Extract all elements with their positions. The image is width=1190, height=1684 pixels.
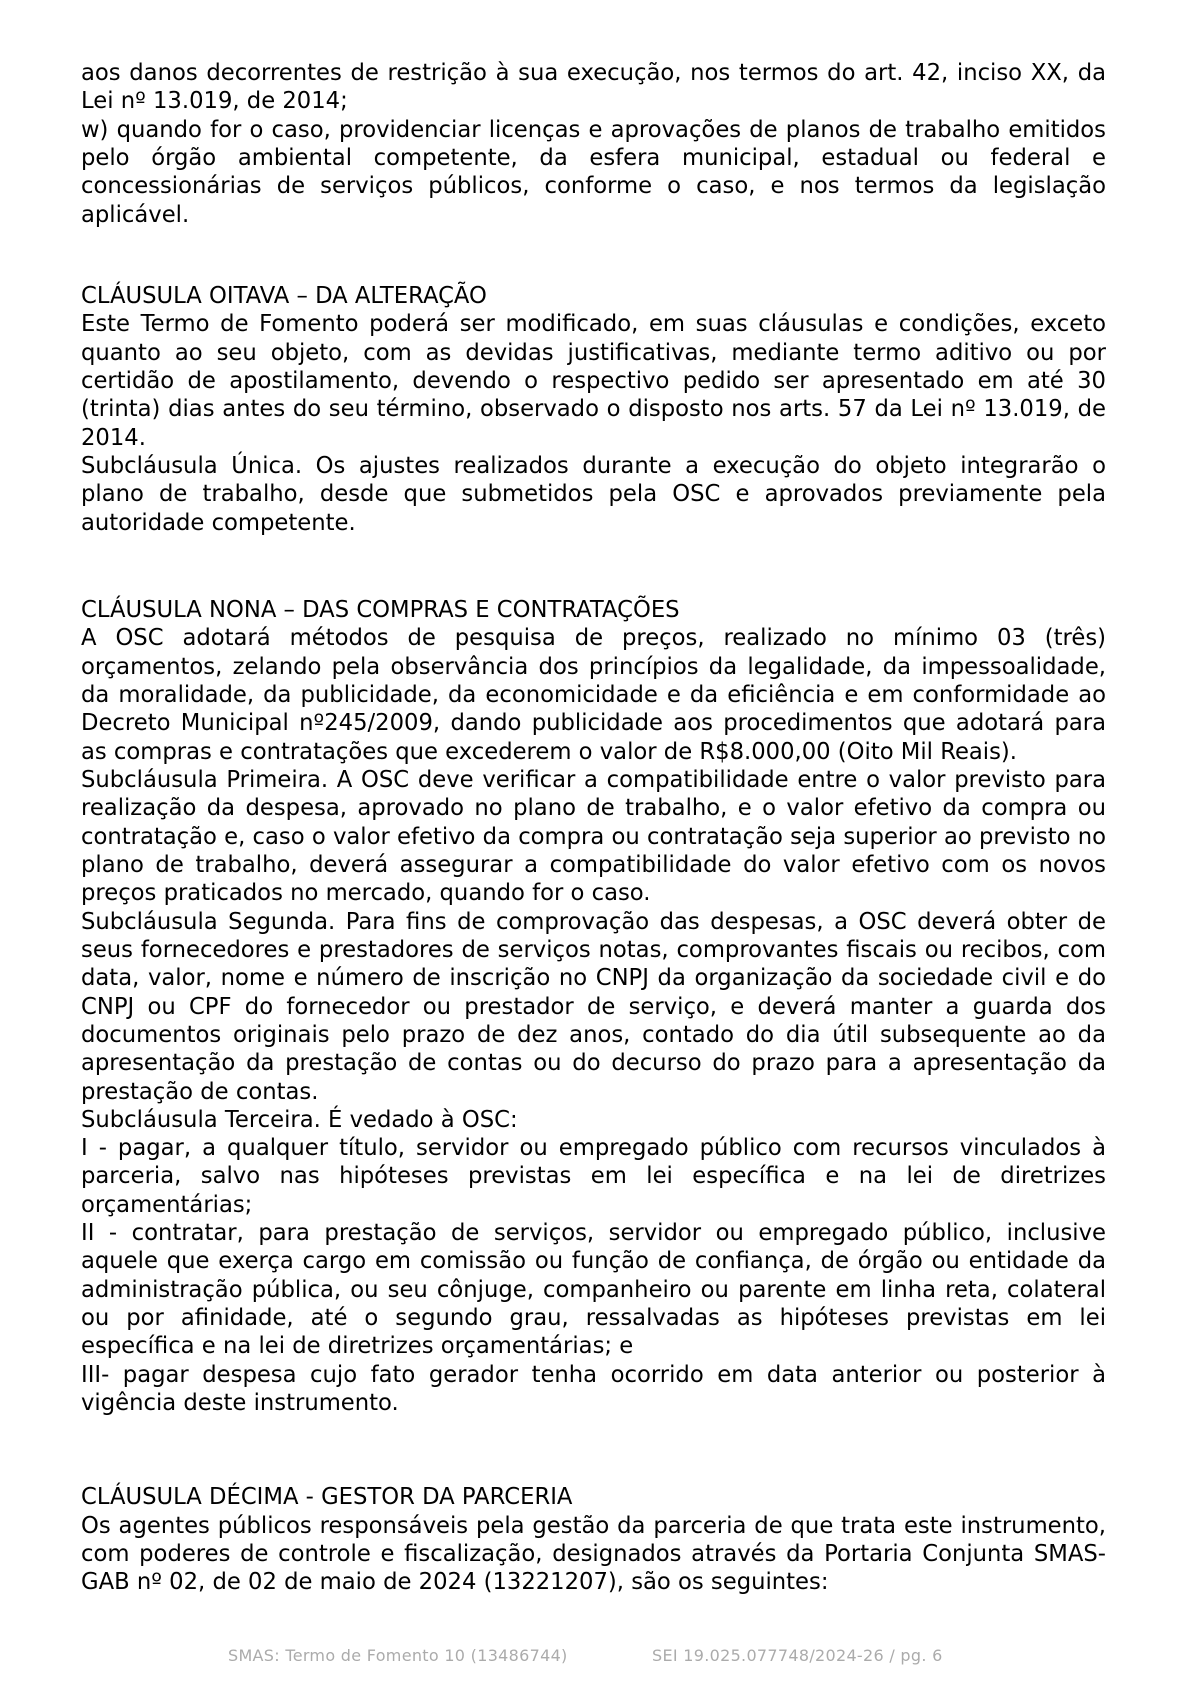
page-footer [0,1646,1190,1670]
clause-nona-subclausula-segunda: Subcláusula Segunda. Para fins de comprovação das despesas, a OSC deverá obter de seus fornecedores e prestadores de serviços notas, comprovantes fiscais ou recibos, com data, valor, nome e número de inscrição no CNPJ da organização da sociedade civil e do CNPJ ou CPF do fornecedor ou prestador de serviço, e deverá manter a guarda dos documentos originais pelo prazo de dez anos, contado do dia útil subsequente ao da apresentação da prestação de contas ou do decurso do prazo para a apresentação da prestação de contas. [81,908,1106,1105]
intro-item-w-paragraph: w) quando for o caso, providenciar licenças e aprovações de planos de trabalho emitidos pelo órgão ambiental competente, da esfera municipal, estadual ou federal e concessionárias de serviços públicos, conforme o caso, e nos termos da legislação aplicável. [81,116,1106,228]
footer-sei-reference: SEI 19.025.077748/2024-26 / pg. 6 [652,1646,943,1665]
clause-nona-item-ii: II - contratar, para prestação de serviços, servidor ou empregado público, inclusive aquele que exerça cargo em comissão ou função de confiança, de órgão ou entidade da administração pública, ou seu cônjuge, companheiro ou parente em linha reta, colateral ou por afinidade, até o segundo grau, ressalvadas as hipóteses previstas em lei específica e na lei de diretrizes orçamentárias; e [81,1220,1106,1360]
clause-nona-item-i: I - pagar, a qualquer título, servidor ou empregado público com recursos vinculados à parceria, salvo nas hipóteses previstas em lei específica e na lei de diretrizes orçamentárias; [81,1135,1106,1218]
document-body [81,59,1106,1597]
intro-continuation-paragraph: aos danos decorrentes de restrição à sua execução, nos termos do art. 42, inciso XX, da Lei nº 13.019, de 2014; [81,60,1106,115]
clause-oitava-paragraph: Este Termo de Fomento poderá ser modificado, em suas cláusulas e condições, exceto quanto ao seu objeto, com as devidas justificativas, mediante termo aditivo ou por certidão de apostilamento, devendo o respectivo pedido ser apresentado em até 30 (trinta) dias antes do seu término, observado o disposto nos arts. 57 da Lei nº 13.019, de 2014. [81,311,1106,451]
footer-document-label: SMAS: Termo de Fomento 10 (13486744) [228,1646,568,1665]
clause-nona-section [81,596,1106,1418]
clause-oitava-subclausula-unica: Subcláusula Única. Os ajustes realizados durante a execução do objeto integrarão o plano de trabalho, desde que submetidos pela OSC e aprovados previamente pela autoridade competente. [81,452,1106,536]
clause-nona-subclausula-primeira: Subcláusula Primeira. A OSC deve verificar a compatibilidade entre o valor previsto para realização da despesa, aprovado no plano de trabalho, e o valor efetivo da compra ou contratação e, caso o valor efetivo da compra ou contratação seja superior ao previsto no plano de trabalho, deverá assegurar a compatibilidade do valor efetivo com os novos preços praticados no mercado, quando for o caso. [81,766,1106,907]
clause-nona-paragraph: A OSC adotará métodos de pesquisa de preços, realizado no mínimo 03 (três) orçamentos, zelando pela observância dos princípios da legalidade, da impessoalidade, da moralidade, da publicidade, da economicidade e da eficiência e em conformidade ao Decreto Municipal nº245/2009, dando publicidade aos procedimentos que adotará para as compras e contratações que excederem o valor de R$8.000,00 (Oito Mil Reais). [81,625,1106,765]
clause-oitava-section [81,282,1106,537]
clause-decima-heading: CLÁUSULA DÉCIMA - GESTOR DA PARCERIA [81,1484,573,1511]
clause-nona-item-iii: III- pagar despesa cujo fato gerador tenha ocorrido em data anterior ou posterior à vigência deste instrumento. [81,1361,1106,1417]
clause-nona-subclausula-terceira: Subcláusula Terceira. É vedado à OSC: [81,1106,518,1133]
clause-nona-heading: CLÁUSULA NONA – DAS COMPRAS E CONTRATAÇÕES [81,596,680,623]
clause-decima-paragraph: Os agentes públicos responsáveis pela gestão da parceria de que trata este instrumento, com poderes de controle e fiscalização, designados através da Portaria Conjunta SMAS-GAB nº 02, de 02 de maio de 2024 (13221207), são os seguintes: [81,1512,1106,1596]
clause-oitava-heading: CLÁUSULA OITAVA – DA ALTERAÇÃO [81,282,487,309]
clause-decima-section [81,1483,1106,1596]
